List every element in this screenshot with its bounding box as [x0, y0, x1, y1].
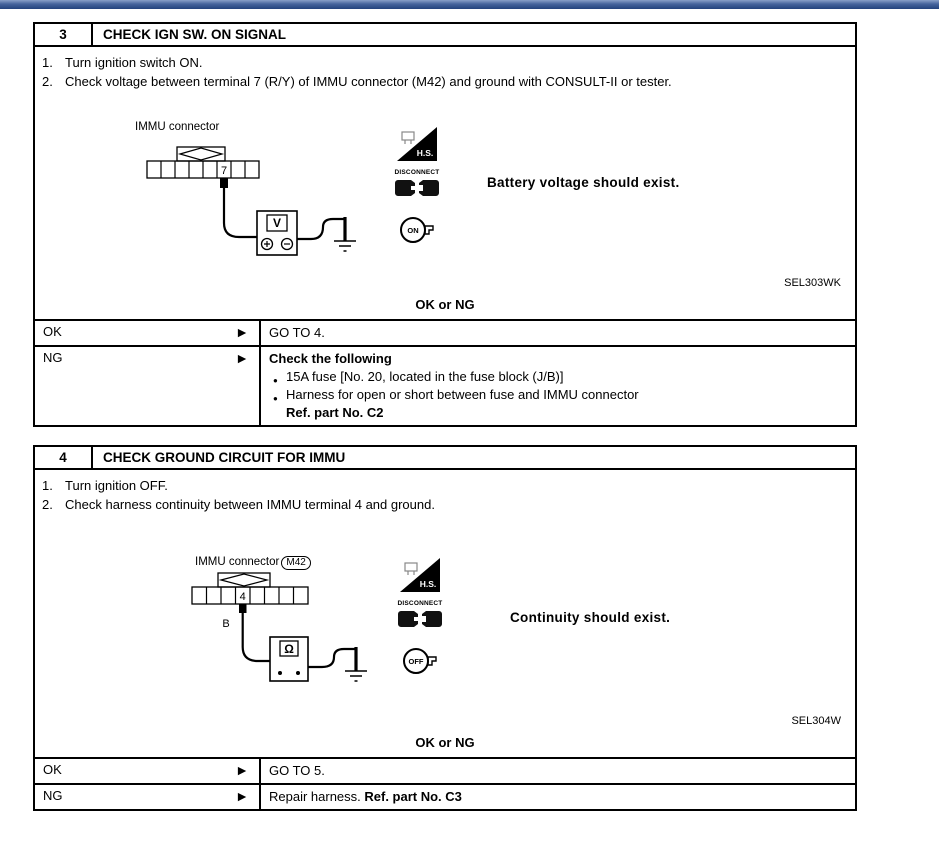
arrow-right-icon: [235, 762, 249, 778]
step-3-box: [33, 22, 857, 427]
window-top-bar: [0, 0, 939, 9]
instruction-line: 1. Turn ignition switch ON.: [42, 55, 203, 70]
ignition-on-icon: [397, 211, 437, 249]
result-label: OK: [43, 324, 62, 339]
result-label: OK: [43, 762, 62, 777]
instruction-line: 1. Turn ignition OFF.: [42, 478, 168, 493]
ignition-off-icon: [400, 642, 440, 680]
action-bullet: ● Harness for open or short between fuse and IMMU connector: [269, 386, 845, 404]
ref-part-number: Ref. part No. C3: [364, 789, 462, 804]
instruction-line: 2. Check harness continuity between IMMU terminal 4 and ground.: [42, 496, 435, 512]
terminal-number: 7: [220, 165, 228, 177]
figure-code: SEL304W: [791, 715, 841, 727]
arrow-right-icon: [235, 324, 249, 340]
ref-part-number: Ref. part No. C2: [286, 405, 384, 420]
step-4-instructions: [35, 470, 855, 514]
step-4-box: [33, 445, 857, 811]
result-row-ng: [35, 345, 855, 425]
result-label: NG: [43, 788, 63, 803]
wire-color-label: B: [222, 618, 230, 630]
hs-icon-label: H.S.: [416, 148, 434, 158]
disconnect-icon: DISCONNECT: [395, 169, 440, 205]
continuity-check-circuit-diagram: [184, 569, 424, 711]
hs-icon-label: H.S.: [419, 579, 437, 589]
voltage-check-circuit-diagram: [135, 131, 375, 271]
result-action: GO TO 5.: [269, 763, 325, 778]
step-4-figure: [35, 514, 855, 714]
arrow-right-icon: [235, 788, 249, 804]
terminal-number: 4: [239, 591, 246, 603]
result-row-ng: [35, 783, 855, 809]
step-3-header: [35, 24, 855, 47]
ok-or-ng-label: OK or NG: [415, 735, 475, 750]
tool-icons: [394, 558, 446, 680]
result-action: GO TO 4.: [269, 325, 325, 340]
step-number: 3: [35, 24, 93, 45]
ok-or-ng-label: OK or NG: [415, 297, 475, 312]
result-row-ok: [35, 757, 855, 783]
figure-code: SEL303WK: [784, 277, 841, 289]
ignition-state-label: ON: [407, 226, 419, 235]
expected-result-note: Continuity should exist.: [510, 610, 671, 625]
ohmmeter-symbol: Ω: [284, 642, 294, 656]
result-label: NG: [43, 350, 63, 365]
disconnect-icon: DISCONNECT: [398, 600, 443, 636]
expected-result-note: Battery voltage should exist.: [487, 175, 680, 190]
result-row-ok: [35, 319, 855, 345]
instruction-line: 2. Check voltage between terminal 7 (R/Y) of IMMU connector (M42) and ground with CONSULT-II or tester.: [42, 73, 672, 89]
step-3-instructions: [35, 47, 855, 91]
ignition-state-label: OFF: [408, 657, 424, 666]
action-text: Repair harness.: [269, 789, 365, 804]
step-title: CHECK GROUND CIRCUIT FOR IMMU: [103, 450, 346, 465]
action-title: Check the following: [269, 351, 392, 366]
result-action: [261, 347, 855, 425]
step-3-results: [35, 319, 855, 425]
step-4-header: [35, 447, 855, 470]
step-number: 4: [35, 447, 93, 468]
action-bullet: ● 15A fuse [No. 20, located in the fuse block (J/B)]: [269, 368, 845, 386]
tool-icons: [391, 127, 443, 249]
step-title: CHECK IGN SW. ON SIGNAL: [103, 27, 287, 42]
voltmeter-symbol: V: [272, 216, 282, 230]
connector-label: IMMU connector M42: [195, 556, 311, 570]
connector-label: IMMU connector: [135, 121, 220, 133]
arrow-right-icon: [235, 350, 249, 366]
result-action: [261, 785, 855, 809]
step-3-figure: [35, 91, 855, 276]
hs-icon: [400, 558, 440, 592]
hs-icon: [397, 127, 437, 161]
step-4-results: [35, 757, 855, 809]
connector-tag: M42: [281, 556, 310, 570]
